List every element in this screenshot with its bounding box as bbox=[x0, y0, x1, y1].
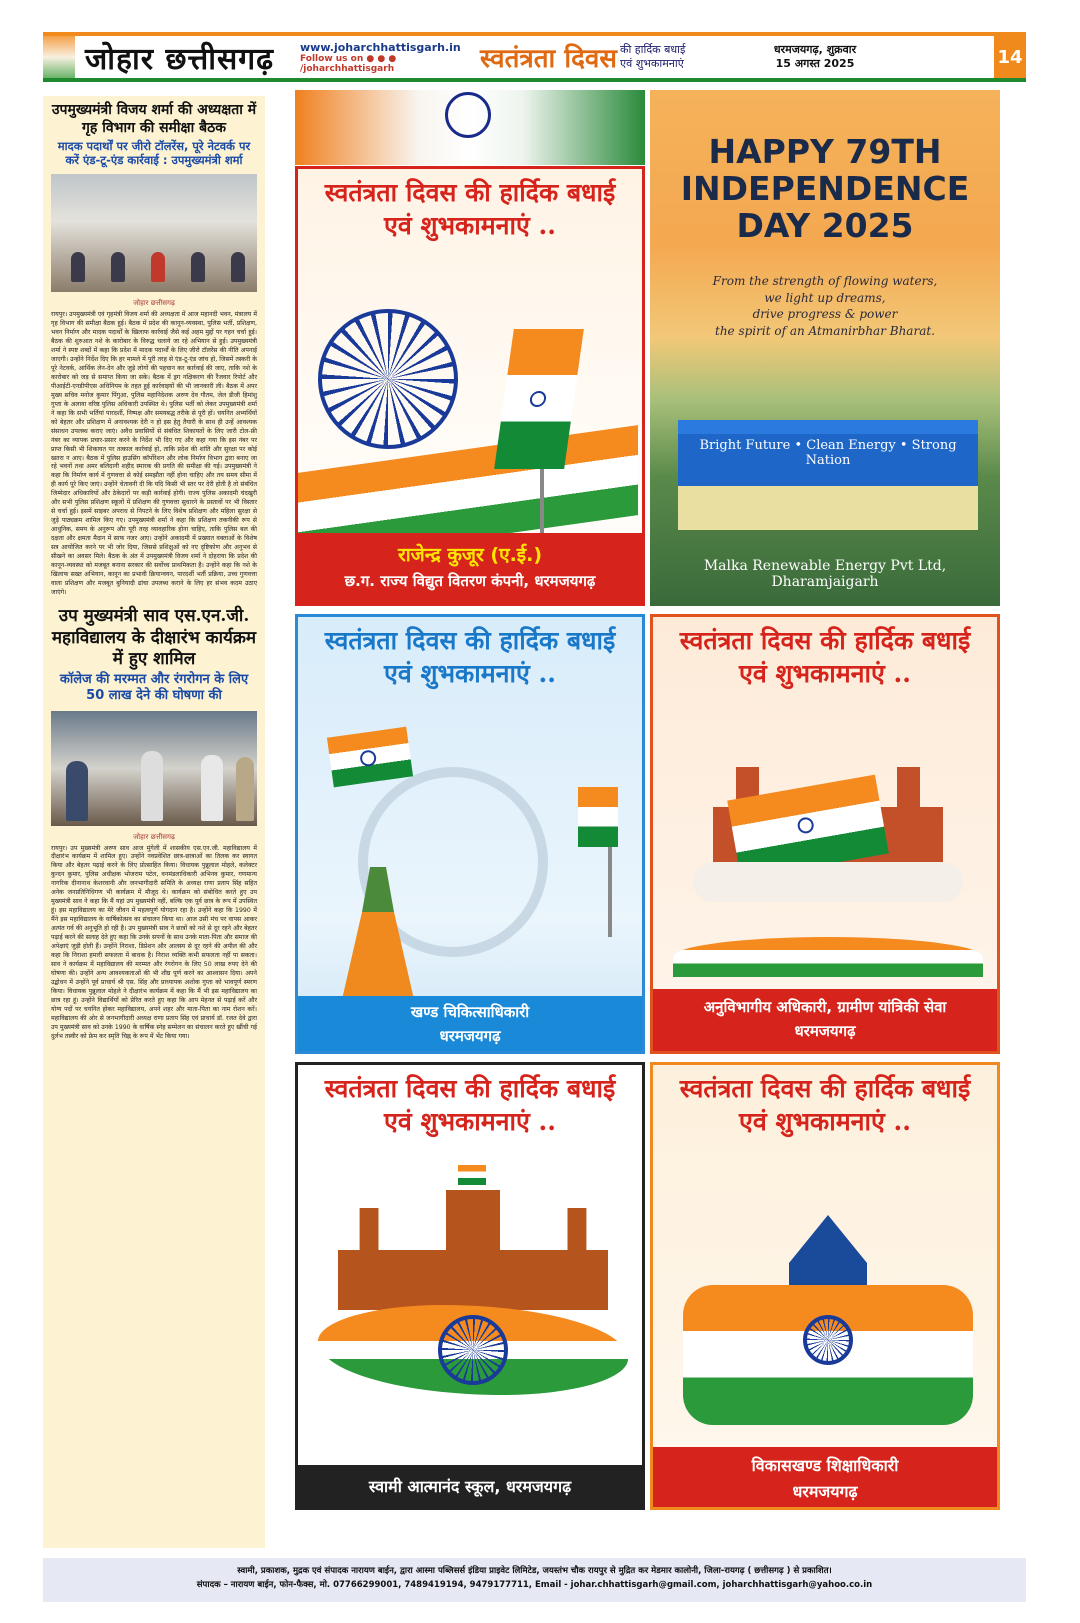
imprint-footer bbox=[43, 1558, 1026, 1602]
story1-photo bbox=[51, 174, 257, 292]
ad2-slogan: Bright Future • Clean Energy • Strong Nation bbox=[699, 438, 957, 468]
story2-body: रायपुर। उप मुख्यमंत्री अरुण साव आज मुंगेली में शासकीय एस.एन.जी. महाविद्यालय में दीक्षारंभ कार्यक्रम में शामिल हुए। उन्होंने नवप्रवेशित छात्र-छात्राओं का तिलक कर स्वागत किया और बेहतर पढ़ाई करने के लिए प्रोत्साहित किया। विधायक पुन्नूलाल मोहले, कलेक्टर कुन्दन कुमार, पुलिस अधीक्षक भोजराम पटेल, वनमंडलाधिकारी अभिनव कुमार, गणमान्य नागरिक दीनानाथ केशरवानी और जनभागीदारी समिति के अध्यक्ष राणा प्रताप सिंह सहित अनेक जनप्रतिनिधिगण भी कार्यक्रम में मौजूद थे। कार्यक्रम को संबोधित करते हुए उप मुख्यमंत्री साव ने कहा कि मैं यहां उप मुख्यमंत्री नहीं, बल्कि एक पूर्व छात्र के रूप में उपस्थित हूं। इस महाविद्यालय का मेरे जीवन में महत्वपूर्ण योगदान रहा है। उन्होंने कहा कि 1990 में मैंने इस महाविद्यालय के वार्षिकोत्सव का संचालन किया था। आज उसी मंच पर वापस आकर अत्यंत गर्व की अनुभूति हो रही है। उप मुख्यमंत्री साव ने छात्रों को नशे से दूर रहने और बेहतर पढ़ाई करने की सलाह देते हुए कहा कि उनके सपनों के साथ उनके माता-पिता और समाज की अपेक्षाएं जुड़ी होती हैं। उन्होंने निराशा, डिप्रेशन और आलस्य से दूर रहने की अपील की और कहा कि निराशा हमारी सफलता में बाधक है। निराश व्यक्ति कभी सफलता नहीं पा सकता। साव ने कार्यक्रम में महाविद्यालय की मरम्मत और रंगरोगन के लिए 50 लाख रुपए देने की घोषणा की। उन्होंने अन्य आवश्यकताओं की भी शीघ्र पूर्ण करने का आश्वासन दिया। अपने उद्बोधन में उन्होंने पूर्व प्राचार्य श्री एस. सिंह और प्राध्यापक अशोक गुप्ता को भावपूर्ण स्मरण किया। विधायक पुन्नूलाल मोहले ने दीक्षारंभ कार्यक्रम में कहा कि मैं भी इस महाविद्यालय का छात्र रहा हूं। उन्होंने विद्यार्थियों को प्रेरित करते हुए कहा कि आप मेहनत से पढ़ाई करें और योग्य पदों पर चयनित होकर महाविद्यालय, अपने शहर और माता-पिता का नाम रोशन करें। महाविद्यालय की ओर से जनभागीदारी अध्यक्ष राणा प्रताप सिंह एवं प्राचार्य डॉ. रजत देवे द्वारा उप मुख्यमंत्री साव को उनके 1990 के वार्षिक स्नेह सम्मेलन का संचालन करते हुए खींची गई दुर्लभ तस्वीर को फ्रेम कर स्मृति चिह्न के रूप में भेंट किया गया। bbox=[51, 844, 257, 1041]
place-day: धरमजयगढ़, शुक्रवार bbox=[773, 42, 857, 56]
story1-body: रायपुर। उपमुख्यमंत्री एवं गृहमंत्री विजय शर्मा की अध्यक्षता में आज महानदी भवन, मंत्रालय में गृह विभाग की समीक्षा बैठक हुई। बैठक में प्रदेश की कानून-व्यवस्था, पुलिस भर्ती, प्रशिक्षण, भवन निर्माण और मादक पदार्थों के खिलाफ कार्रवाई जैसे कई अहम मुद्दों पर गहन चर्चा हुई। बैठक की शुरुआत नशे के कारोबार के विरुद्ध चलाये जा रहे अभियान से हुई। उपमुख्यमंत्री शर्मा ने स्पष्ट शब्दों में कहा कि प्रदेश में मादक पदार्थों के लिए जीरो टॉलरेंस की नीति अपनाई जाएगी। उन्होंने निर्देश दिए कि हर मामले में पूरी तरह से एंड-टू-एंड जांच हो, जिसमें तस्करी के पूरे नेटवर्क, आर्थिक लेन-देन और जुड़े लोगों की पहचान कर कार्रवाई की जाए, ताकि नशे के कारोबार को जड़ से समाप्त किया जा सके। बैठक में ड्रग नक्षिकरण की रैंजवार रिपोर्ट और पीआईटी-एनडीपीएस अधिनियम के तहत हुई कार्रवाइयों की भी जानकारी ली। बैठक में अपर मुख्य सचिव मनोज कुमार पिंगुआ, पुलिस महानिदेशक अरुण देव गौतम, जेल डीजी हिमांशु गुप्ता के अलावा वरिष्ठ पुलिस अधिकारी उपस्थित थे। पुलिस भर्ती को लेकर उपमुख्यमंत्री शर्मा ने कहा कि सभी भर्तियां पारदर्शी, निष्पक्ष और समयबद्ध तरीके से पूरी हों। चयनित अभ्यर्थियों को बेहतर और प्रशिक्षण में अनावश्यक देरी न हो इस हेतु तैयारी के साथ ही उन्हें आवश्यक संसाधन उपलब्ध कराए जाएं। अवैध प्रवासियों से संबंधित शिकायतों के लिए जारी टोल-फ्री नंबर का व्यापक प्रचार-प्रसार करने के निर्देश भी दिए गए और कहा गया कि इस नंबर पर प्राप्त किसी भी शिकायत पर तत्काल कार्रवाई हो, ताकि प्रदेश की शांति और सुरक्षा पर कोई खतरा न आए। बैठक में पुलिस हाउसिंग कॉर्पोरेशन और लोक निर्माण विभाग द्वारा बनाए जा रहे भवनों तथा अमर बलिदानी शहीद स्मारक की प्रगति की समीक्षा की गई। उपमुख्यमंत्री ने कहा कि निर्माण कार्य में गुणवत्ता से कोई समझौता नहीं होना चाहिए और तय समय सीमा में ही कार्य पूरे किए जाएं। उन्होंने चेतावनी दी कि यदि किसी भी स्तर पर देरी होती है तो संबंधित जिम्मेदार अधिकारियों और ठेकेदारों पर कड़ी कार्रवाई होगी। राज्य पुलिस अकादमी चंदखुरी और सभी पुलिस प्रशिक्षण स्कूलों में प्रशिक्षण की गुणवत्ता सुधारने के प्रस्तावों पर भी विस्तार से चर्चा हुई। इसमें साइबर अपराध से निपटने के लिए विशेष प्रशिक्षण और महिला सुरक्षा से जुड़े पाठ्यक्रम शामिल किए गए। उपमुख्यमंत्री शर्मा ने कहा कि प्रशिक्षण तकनीकी रूप से आधुनिक, समय के अनुरूप और पूरी तरह व्यावहारिक होना चाहिए, ताकि पुलिस बल की दक्षता और क्षमता मैदान में साफ नजर आए। उन्होंने अकादमी में प्रख्यात वक्ताओं के विशेष सत्र आयोजित करने पर भी जोर दिया, जिससे प्रशिक्षुओं को नए दृष्टिकोण और अनुभव से सीखने का अवसर मिले। बैठक के अंत में उपमुख्यमंत्री विजय शर्मा ने दोहराया कि प्रदेश की कानून-व्यवस्था को मजबूत बनाना सरकार की सर्वोच्च प्राथमिकता है। उन्होंने कहा कि नशे के खिलाफ सख्त अभियान, कानून का प्रभावी क्रियान्वयन, पारदर्शी भर्ती प्रक्रिया, उच्च गुणवत्ता वाला प्रशिक्षण और मजबूत बुनियादी ढांचा उपलब्ध कराने के लिए हर संभव कदम उठाए जाएंगे। bbox=[51, 310, 257, 597]
ad5-footer: स्वामी आत्मानंद स्कूल, धरमजयगढ़ bbox=[298, 1465, 642, 1507]
page-number: 14 bbox=[994, 36, 1026, 78]
ad6-line2: धरमजयगढ़ bbox=[792, 1482, 858, 1501]
ad-swami-atmanand-school bbox=[295, 1062, 645, 1510]
ad-rural-engineering bbox=[650, 614, 1000, 1054]
ad2-company: Malka Renewable Energy Pvt Ltd, Dharamjaigarh bbox=[703, 558, 947, 590]
ad2-quote-4: the spirit of an Atmanirbhar Bharat. bbox=[715, 324, 935, 339]
newspaper-page bbox=[33, 20, 1033, 1610]
festival-wish bbox=[620, 43, 710, 72]
imprint-line1: स्वामी, प्रकाशक, मुद्रक एवं संपादक नारायण बाईन, द्वारा आस्मा पब्लिसर्स इंडिया प्राइवेट लिमिटेड, जयस्तंभ चौक रायपुर से मुद्रित कर मेडमार कालोनी, जिला-रायगढ़ ( छत्तीसगढ़ ) से प्रकाशित। bbox=[237, 1566, 832, 1576]
ad4-footer bbox=[653, 989, 997, 1051]
story2-caption: जोहार छत्तीसगढ़ bbox=[133, 832, 175, 841]
issue-date: 15 अगस्त 2025 bbox=[775, 57, 855, 70]
ad1-footer bbox=[298, 533, 642, 603]
ad2-quote bbox=[650, 273, 1000, 340]
ad3-greeting: स्वतंत्रता दिवस की हार्दिक बधाई एवं शुभकामनाएं .. bbox=[324, 626, 616, 688]
follow-label: Follow us on bbox=[300, 53, 364, 64]
story2-headline: उप मुख्यमंत्री साव एस.एन.जी. महाविद्यालय के दीक्षारंभ कार्यक्रम में हुए शामिल bbox=[51, 606, 257, 669]
clouds bbox=[693, 862, 963, 902]
ad4-greeting: स्वतंत्रता दिवस की हार्दिक बधाई एवं शुभकामनाएं .. bbox=[679, 626, 971, 688]
ashoka-chakra-icon bbox=[318, 309, 458, 449]
ad-malka-renewable bbox=[650, 90, 1000, 606]
social-handle[interactable]: /joharchhattisgarh bbox=[300, 63, 395, 74]
website-link[interactable]: www.joharchhattisgarh.in bbox=[300, 40, 461, 54]
ashoka-chakra-icon bbox=[438, 1315, 508, 1385]
ad2-quote-1: From the strength of flowing waters, bbox=[712, 273, 938, 288]
story2-subhead: कॉलेज की मरम्मत और रंगरोगन के लिए 50 लाख देने की घोषणा की bbox=[59, 672, 249, 704]
tricolor-banner bbox=[295, 90, 645, 165]
ad-block-education-officer bbox=[650, 1062, 1000, 1510]
news-column bbox=[43, 96, 265, 1548]
ad1-org: छ.ग. राज्य विद्युत वितरण कंपनी, धरमजयगढ़ bbox=[344, 572, 596, 590]
newspaper-logo: जोहार छत्तीसगढ़ bbox=[85, 41, 275, 77]
website-block bbox=[300, 41, 480, 74]
ad2-quote-3: drive progress & power bbox=[752, 307, 898, 322]
story2-photo bbox=[51, 711, 257, 826]
festival-title: स्वतंत्रता दिवस bbox=[480, 44, 617, 74]
ad4-line2: धरमजयगढ़ bbox=[794, 1022, 856, 1040]
ad-block-medical-officer bbox=[295, 614, 645, 1054]
wish-line-2: एवं शुभकामनाएं bbox=[620, 57, 684, 70]
factory-building bbox=[678, 420, 978, 530]
ad1-greeting: स्वतंत्रता दिवस की हार्दिक बधाई एवं शुभकामनाएं .. bbox=[324, 178, 616, 240]
ashoka-chakra-icon bbox=[445, 92, 491, 138]
ad6-line1: विकासखण्ड शिक्षाधिकारी bbox=[751, 1456, 899, 1475]
wish-line-1: की हार्दिक बधाई bbox=[620, 42, 686, 56]
ad2-title bbox=[650, 134, 1000, 245]
ad2-title-line1: HAPPY 79TH bbox=[708, 132, 942, 171]
india-flag-icon bbox=[458, 1165, 486, 1185]
india-flag-icon bbox=[327, 727, 413, 788]
masthead bbox=[43, 32, 1026, 82]
ad1-name: राजेन्द्र कुजूर (ए.ई.) bbox=[397, 544, 543, 566]
ad5-greeting: स्वतंत्रता दिवस की हार्दिक बधाई एवं शुभकामनाएं .. bbox=[324, 1074, 616, 1136]
ad6-footer bbox=[653, 1447, 997, 1507]
ad2-title-line3: DAY 2025 bbox=[736, 205, 914, 245]
ad2-title-line2: INDEPENDENCE bbox=[680, 168, 970, 208]
imprint-line2: संपादक – नारायण बाईन, फोन-फैक्स, मो. 07766299001, 7489419194, 9479177711, Email - johar.chhattisgarh@gmail.com, joharchhattisgarh@yahoo.co.in bbox=[196, 1580, 873, 1591]
ad3-footer bbox=[298, 996, 642, 1051]
india-flag-icon bbox=[578, 787, 618, 847]
ad-rajendra-kujur bbox=[295, 166, 645, 606]
tricolor-ornament-left bbox=[43, 36, 75, 78]
ad2-quote-2: we light up dreams, bbox=[764, 290, 886, 305]
ashoka-chakra-icon bbox=[803, 1315, 853, 1365]
dateline bbox=[740, 43, 890, 72]
ad3-line2: धरमजयगढ़ bbox=[439, 1027, 501, 1045]
ad4-line1: अनुविभागीय अधिकारी, ग्रामीण यांत्रिकी सेवा bbox=[703, 998, 947, 1016]
tricolor-wave bbox=[673, 937, 983, 977]
ad3-line1: खण्ड चिकित्साधिकारी bbox=[410, 1003, 530, 1021]
story1-caption: जोहार छत्तीसगढ़ bbox=[133, 298, 175, 307]
social-icons: ● ● ● bbox=[366, 53, 397, 64]
story1-headline: उपमुख्यमंत्री विजय शर्मा की अध्यक्षता में गृह विभाग की समीक्षा बैठक bbox=[51, 102, 257, 136]
story1-subhead: मादक पदार्थों पर जीरो टॉलरेंस, पूरे नेटवर्क पर करें एंड-टू-एंड कार्रवाई : उपमुख्यमंत्री शर्मा bbox=[57, 139, 251, 168]
red-fort bbox=[338, 1190, 608, 1310]
ad6-greeting: स्वतंत्रता दिवस की हार्दिक बधाई एवं शुभकामनाएं .. bbox=[679, 1074, 971, 1136]
